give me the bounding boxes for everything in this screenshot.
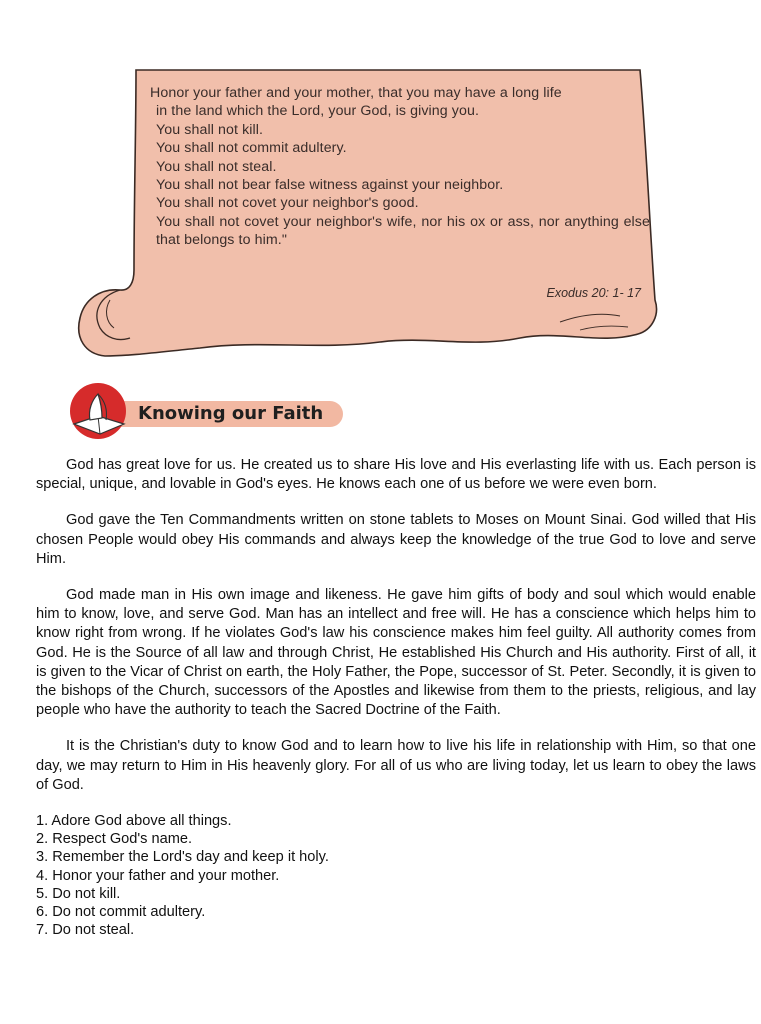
paragraph: God made man in His own image and likeness. He gave him gifts of body and soul which would enable him to know, love, and serve God. Man has an intellect and free will. He has a conscience which helps him to know right from wrong. If he violates God's law his conscience makes him feel guilty. All authority comes from God. He is the Source of all law and through Christ, He established His Church and His authority. First of all, it is given to the Vicar of Christ on earth, the Holy Father, the Pope, successor of St. Peter. Secondly, it is given to the bishops of the Church, successors of the Apostles and likewise from them to the priests, religious, and lay people who have the authority to teach the Sacred Doctrine of the Faith. [36,587,756,719]
commandments-quote [150,84,650,250]
list-item: 6. Do not commit adultery. [36,904,206,921]
list-item: 1. Adore God above all things. [36,813,232,830]
paragraph: God gave the Ten Commandments written on stone tablets to Moses on Mount Sinai. God willed that His chosen People would obey His commands and always keep the knowledge of the true God to love and serve Him. [36,512,756,567]
quote-line: You shall not bear false witness against your neighbor. [156,177,504,194]
quote-line: in the land which the Lord, your God, is giving you. [156,103,480,120]
quote-line: Honor your father and your mother, that you may have a long life [150,85,562,101]
list-item: 7. Do not steal. [36,922,135,939]
list-item: 2. Respect God's name. [36,831,193,848]
scripture-scroll [0,0,761,370]
paragraph: God has great love for us. He created us to share His love and His everlasting life with us. Each person is special, unique, and lovable in God's eyes. He knows each one of us before we were even born. [36,457,756,493]
quote-line: You shall not steal. [156,158,277,175]
quote-line: You shall not kill. [156,121,264,138]
scripture-reference: Exodus 20: 1- 17 [546,286,641,300]
praying-hands-book-icon [68,380,132,442]
body-text [36,456,756,939]
list-item: 3. Remember the Lord's day and keep it holy. [36,849,329,866]
quote-line: You shall not covet your neighbor's wife, nor his ox or ass, nor anything else that belongs to him." [156,213,650,249]
list-item: 4. Honor your father and your mother. [36,867,280,884]
commandments-list [36,812,756,939]
quote-line: You shall not covet your neighbor's good. [156,195,419,212]
section-heading [68,380,358,442]
section-title: Knowing our Faith [138,403,324,424]
list-item: 5. Do not kill. [36,885,121,902]
quote-line: You shall not commit adultery. [156,140,347,157]
paragraph: It is the Christian's duty to know God and to learn how to live his life in relationship with Him, so that one day, we may return to Him in His heavenly glory. For all of us who are living today, let us learn to obey the laws of God. [36,738,756,793]
